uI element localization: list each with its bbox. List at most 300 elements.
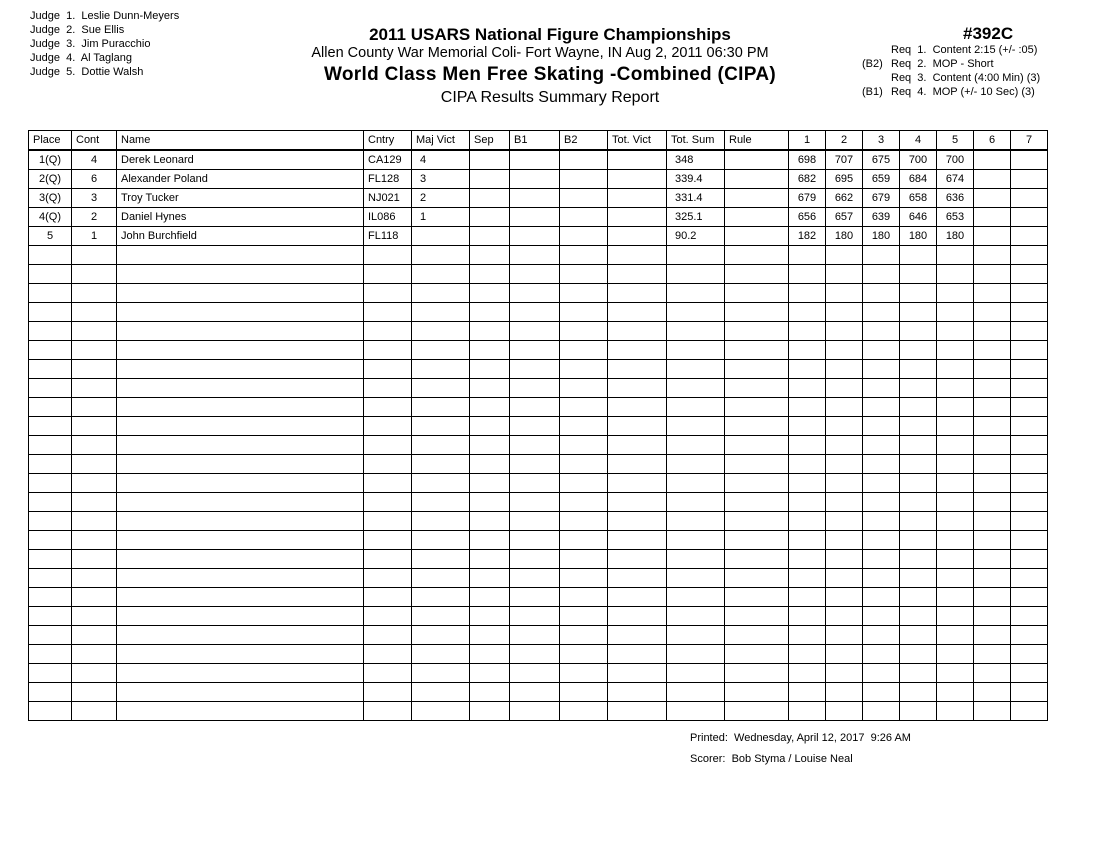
cell-tot-vict: [608, 664, 667, 683]
cell-name: [117, 284, 364, 303]
requirements-list: [862, 43, 1040, 99]
cell-sep: [470, 208, 510, 227]
cell-tot-sum: [667, 303, 725, 322]
cell-rule: [725, 436, 789, 455]
cell-sep: [470, 512, 510, 531]
cell-b1: [510, 531, 560, 550]
cell-tot-vict: [608, 417, 667, 436]
cell-name: [117, 455, 364, 474]
cell-tot-sum: [667, 398, 725, 417]
cell-judge-5: [937, 322, 974, 341]
cell-judge-7: [1011, 512, 1048, 531]
cell-tot-sum: [667, 664, 725, 683]
cell-cntry: [364, 341, 412, 360]
cell-cont: [72, 284, 117, 303]
cell-name: [117, 588, 364, 607]
cell-judge-1: [789, 246, 826, 265]
cell-cont: 3: [72, 189, 117, 208]
cell-b2: [560, 588, 608, 607]
cell-tot-vict: [608, 645, 667, 664]
cell-cntry: [364, 436, 412, 455]
cell-judge-4: [900, 474, 937, 493]
cell-judge-3: [863, 246, 900, 265]
cell-b1: [510, 569, 560, 588]
report-footer: [690, 728, 911, 770]
cell-judge-2: [826, 265, 863, 284]
cell-sep: [470, 398, 510, 417]
cell-judge-5: [937, 512, 974, 531]
cell-rule: [725, 531, 789, 550]
cell-place: [29, 512, 72, 531]
cell-judge-7: [1011, 455, 1048, 474]
cell-judge-1: [789, 702, 826, 721]
cell-place: [29, 303, 72, 322]
cell-judge-5: [937, 455, 974, 474]
cell-place: 4(Q): [29, 208, 72, 227]
cell-place: 1(Q): [29, 150, 72, 170]
cell-name: [117, 607, 364, 626]
col-b1: B1: [510, 131, 560, 151]
cell-judge-5: [937, 626, 974, 645]
cell-tot-sum: [667, 626, 725, 645]
cell-judge-6: [974, 512, 1011, 531]
cell-b2: [560, 322, 608, 341]
cell-maj-vict: [412, 284, 470, 303]
cell-judge-3: [863, 265, 900, 284]
empty-table-row: [29, 702, 1048, 721]
cell-judge-5: [937, 417, 974, 436]
cell-judge-4: 646: [900, 208, 937, 227]
cell-cont: [72, 683, 117, 702]
cell-tot-sum: [667, 341, 725, 360]
cell-judge-1: 682: [789, 170, 826, 189]
cell-judge-3: [863, 569, 900, 588]
empty-table-row: [29, 379, 1048, 398]
empty-table-row: [29, 322, 1048, 341]
cell-b2: [560, 607, 608, 626]
requirement-text: Req 2. MOP - Short: [891, 58, 994, 70]
cell-name: [117, 569, 364, 588]
cell-judge-4: 658: [900, 189, 937, 208]
empty-table-row: [29, 664, 1048, 683]
cell-tot-sum: [667, 284, 725, 303]
cell-judge-2: [826, 550, 863, 569]
cell-cntry: [364, 265, 412, 284]
empty-table-row: [29, 455, 1048, 474]
cell-tot-vict: [608, 398, 667, 417]
cell-cont: 4: [72, 150, 117, 170]
cell-maj-vict: [412, 265, 470, 284]
cell-rule: [725, 626, 789, 645]
cell-tot-sum: 339.4: [667, 170, 725, 189]
cell-tot-sum: [667, 607, 725, 626]
cell-cont: [72, 379, 117, 398]
cell-judge-2: [826, 493, 863, 512]
cell-b2: [560, 208, 608, 227]
cell-tot-sum: [667, 246, 725, 265]
cell-cntry: [364, 360, 412, 379]
cell-b2: [560, 360, 608, 379]
cell-judge-5: [937, 284, 974, 303]
cell-cntry: [364, 379, 412, 398]
cell-judge-3: [863, 493, 900, 512]
cell-judge-1: 182: [789, 227, 826, 246]
cell-b1: [510, 550, 560, 569]
cell-cntry: [364, 550, 412, 569]
cell-judge-5: [937, 341, 974, 360]
cell-judge-3: 180: [863, 227, 900, 246]
cell-judge-4: [900, 683, 937, 702]
cell-judge-6: [974, 303, 1011, 322]
cell-tot-vict: [608, 436, 667, 455]
cell-maj-vict: [412, 379, 470, 398]
requirement-line: [862, 43, 1040, 57]
cell-sep: [470, 284, 510, 303]
cell-judge-2: 662: [826, 189, 863, 208]
cell-tot-sum: 325.1: [667, 208, 725, 227]
cell-judge-5: [937, 664, 974, 683]
cell-place: [29, 683, 72, 702]
cell-judge-2: [826, 360, 863, 379]
cell-judge-7: [1011, 531, 1048, 550]
cell-b2: [560, 189, 608, 208]
cell-judge-7: [1011, 322, 1048, 341]
cell-tot-sum: [667, 379, 725, 398]
cell-b2: [560, 512, 608, 531]
empty-table-row: [29, 436, 1048, 455]
col-judge-3: 3: [863, 131, 900, 151]
cell-judge-4: [900, 626, 937, 645]
cell-judge-5: [937, 607, 974, 626]
cell-maj-vict: [412, 531, 470, 550]
cell-judge-6: [974, 150, 1011, 170]
cell-tot-sum: [667, 702, 725, 721]
judge-name: Jim Puracchio: [81, 38, 151, 50]
cell-judge-3: [863, 379, 900, 398]
col-tot-sum: Tot. Sum: [667, 131, 725, 151]
cell-maj-vict: [412, 341, 470, 360]
cell-judge-7: [1011, 550, 1048, 569]
cell-judge-7: [1011, 303, 1048, 322]
championship-title: 2011 USARS National Figure Championships: [369, 25, 731, 44]
cell-b1: [510, 208, 560, 227]
col-judge-4: 4: [900, 131, 937, 151]
cell-name: [117, 531, 364, 550]
cell-rule: [725, 702, 789, 721]
cell-name: [117, 474, 364, 493]
cell-tot-sum: 90.2: [667, 227, 725, 246]
cell-judge-2: 695: [826, 170, 863, 189]
cell-judge-4: [900, 702, 937, 721]
cell-sep: [470, 227, 510, 246]
cell-b2: [560, 436, 608, 455]
cell-name: [117, 379, 364, 398]
cell-tot-sum: [667, 265, 725, 284]
cell-tot-vict: [608, 683, 667, 702]
cell-rule: [725, 455, 789, 474]
cell-judge-5: [937, 436, 974, 455]
col-maj-vict: Maj Vict: [412, 131, 470, 151]
cell-judge-3: [863, 360, 900, 379]
cell-maj-vict: [412, 512, 470, 531]
cell-judge-7: [1011, 170, 1048, 189]
cell-judge-5: [937, 265, 974, 284]
cell-tot-vict: [608, 531, 667, 550]
cell-b1: [510, 702, 560, 721]
judge-line: [30, 51, 179, 65]
cell-judge-4: [900, 531, 937, 550]
col-judge-2: 2: [826, 131, 863, 151]
cell-judge-6: [974, 455, 1011, 474]
cell-name: [117, 417, 364, 436]
cell-judge-1: [789, 569, 826, 588]
cell-judge-7: [1011, 569, 1048, 588]
cell-judge-7: [1011, 398, 1048, 417]
cell-rule: [725, 150, 789, 170]
cell-sep: [470, 664, 510, 683]
cell-b2: [560, 474, 608, 493]
cell-judge-3: [863, 417, 900, 436]
cell-cntry: [364, 626, 412, 645]
table-row: [29, 150, 1048, 170]
cell-rule: [725, 607, 789, 626]
cell-cntry: [364, 664, 412, 683]
cell-maj-vict: 4: [412, 150, 470, 170]
cell-rule: [725, 664, 789, 683]
cell-judge-1: [789, 626, 826, 645]
cell-judge-2: [826, 683, 863, 702]
judge-name: Dottie Walsh: [81, 66, 144, 78]
cell-b1: [510, 379, 560, 398]
cell-judge-2: [826, 455, 863, 474]
cell-judge-1: 656: [789, 208, 826, 227]
cell-judge-3: [863, 512, 900, 531]
cell-cntry: [364, 702, 412, 721]
cell-judge-7: [1011, 683, 1048, 702]
empty-table-row: [29, 265, 1048, 284]
cell-tot-vict: [608, 341, 667, 360]
cell-b1: [510, 607, 560, 626]
cell-cntry: [364, 284, 412, 303]
empty-table-row: [29, 645, 1048, 664]
empty-table-row: [29, 303, 1048, 322]
requirement-line: [862, 85, 1040, 99]
cell-b1: [510, 588, 560, 607]
cell-rule: [725, 265, 789, 284]
cell-place: [29, 284, 72, 303]
cell-tot-sum: [667, 436, 725, 455]
cell-sep: [470, 474, 510, 493]
cell-tot-sum: [667, 588, 725, 607]
cell-judge-7: [1011, 150, 1048, 170]
cell-maj-vict: [412, 607, 470, 626]
cell-judge-2: [826, 702, 863, 721]
cell-b1: [510, 322, 560, 341]
cell-tot-vict: [608, 588, 667, 607]
cell-b2: [560, 550, 608, 569]
cell-judge-6: [974, 664, 1011, 683]
cell-b1: [510, 189, 560, 208]
cell-b2: [560, 284, 608, 303]
cell-judge-7: [1011, 189, 1048, 208]
cell-b1: [510, 150, 560, 170]
cell-judge-1: [789, 550, 826, 569]
cell-cntry: [364, 417, 412, 436]
cell-judge-6: [974, 265, 1011, 284]
cell-judge-4: 180: [900, 227, 937, 246]
cell-b1: [510, 683, 560, 702]
cell-b2: [560, 664, 608, 683]
cell-rule: [725, 569, 789, 588]
cell-tot-vict: [608, 170, 667, 189]
cell-name: [117, 303, 364, 322]
cell-name: [117, 645, 364, 664]
cell-judge-5: [937, 474, 974, 493]
cell-maj-vict: [412, 360, 470, 379]
cell-tot-vict: [608, 322, 667, 341]
cell-tot-vict: [608, 379, 667, 398]
cell-cntry: [364, 455, 412, 474]
cell-rule: [725, 379, 789, 398]
cell-maj-vict: [412, 683, 470, 702]
judge-label: Judge 3.: [30, 38, 76, 50]
cell-rule: [725, 474, 789, 493]
cell-name: [117, 436, 364, 455]
cell-name: [117, 246, 364, 265]
cell-judge-4: [900, 341, 937, 360]
empty-table-row: [29, 569, 1048, 588]
cell-maj-vict: 2: [412, 189, 470, 208]
cell-judge-1: [789, 379, 826, 398]
cell-cntry: [364, 493, 412, 512]
cell-judge-2: [826, 531, 863, 550]
cell-name: [117, 702, 364, 721]
cell-name: [117, 360, 364, 379]
cell-name: [117, 341, 364, 360]
printed-date: Printed: Wednesday, April 12, 2017 9:26 AM: [690, 732, 911, 744]
report-title: CIPA Results Summary Report: [440, 89, 660, 106]
cell-cont: [72, 588, 117, 607]
cell-judge-4: [900, 303, 937, 322]
cell-maj-vict: 3: [412, 170, 470, 189]
judges-list: [30, 9, 179, 79]
cell-judge-4: [900, 246, 937, 265]
cell-place: [29, 417, 72, 436]
judge-line: [30, 9, 179, 23]
cell-maj-vict: [412, 398, 470, 417]
cell-judge-6: [974, 626, 1011, 645]
cell-judge-2: [826, 341, 863, 360]
cell-judge-7: [1011, 588, 1048, 607]
cell-cntry: FL128: [364, 170, 412, 189]
cell-sep: [470, 607, 510, 626]
empty-table-row: [29, 531, 1048, 550]
cell-place: [29, 246, 72, 265]
cell-cont: [72, 531, 117, 550]
cell-place: [29, 360, 72, 379]
cell-tot-vict: [608, 246, 667, 265]
table-row: [29, 189, 1048, 208]
cell-judge-3: [863, 398, 900, 417]
cell-tot-vict: [608, 702, 667, 721]
cell-judge-5: [937, 360, 974, 379]
cell-judge-4: [900, 645, 937, 664]
empty-table-row: [29, 360, 1048, 379]
cell-judge-2: [826, 303, 863, 322]
cell-place: [29, 645, 72, 664]
cell-maj-vict: [412, 417, 470, 436]
cell-judge-5: [937, 303, 974, 322]
cell-tot-sum: [667, 531, 725, 550]
cell-rule: [725, 645, 789, 664]
col-rule: Rule: [725, 131, 789, 151]
empty-table-row: [29, 246, 1048, 265]
cell-cntry: NJ021: [364, 189, 412, 208]
cell-judge-6: [974, 683, 1011, 702]
cell-judge-1: [789, 493, 826, 512]
cell-rule: [725, 683, 789, 702]
cell-judge-3: [863, 474, 900, 493]
cell-judge-7: [1011, 664, 1048, 683]
cell-judge-4: 700: [900, 150, 937, 170]
cell-maj-vict: [412, 645, 470, 664]
results-table: [28, 130, 1048, 721]
cell-b2: [560, 569, 608, 588]
cell-b2: [560, 150, 608, 170]
cell-maj-vict: [412, 702, 470, 721]
cell-cont: [72, 645, 117, 664]
cell-judge-6: [974, 474, 1011, 493]
cell-place: [29, 341, 72, 360]
cell-rule: [725, 360, 789, 379]
cell-tot-vict: [608, 189, 667, 208]
judge-label: Judge 1.: [30, 10, 76, 22]
cell-judge-6: [974, 360, 1011, 379]
cell-judge-2: 707: [826, 150, 863, 170]
cell-cntry: [364, 398, 412, 417]
cell-judge-3: [863, 664, 900, 683]
empty-table-row: [29, 417, 1048, 436]
cell-cntry: CA129: [364, 150, 412, 170]
cell-place: [29, 588, 72, 607]
cell-judge-1: [789, 265, 826, 284]
cell-name: Daniel Hynes: [117, 208, 364, 227]
cell-judge-3: [863, 322, 900, 341]
cell-rule: [725, 170, 789, 189]
cell-sep: [470, 436, 510, 455]
cell-b2: [560, 493, 608, 512]
cell-judge-1: [789, 683, 826, 702]
cell-tot-sum: 348: [667, 150, 725, 170]
cell-cont: [72, 664, 117, 683]
cell-b2: [560, 265, 608, 284]
cell-place: [29, 664, 72, 683]
cell-place: [29, 322, 72, 341]
cell-judge-1: [789, 436, 826, 455]
cell-maj-vict: [412, 322, 470, 341]
cell-name: [117, 265, 364, 284]
cell-judge-7: [1011, 607, 1048, 626]
cell-maj-vict: [412, 436, 470, 455]
cell-name: Alexander Poland: [117, 170, 364, 189]
cell-judge-2: [826, 569, 863, 588]
cell-tot-vict: [608, 284, 667, 303]
cell-name: John Burchfield: [117, 227, 364, 246]
cell-cont: [72, 512, 117, 531]
cell-judge-4: [900, 588, 937, 607]
cell-judge-3: [863, 531, 900, 550]
cell-b1: [510, 341, 560, 360]
